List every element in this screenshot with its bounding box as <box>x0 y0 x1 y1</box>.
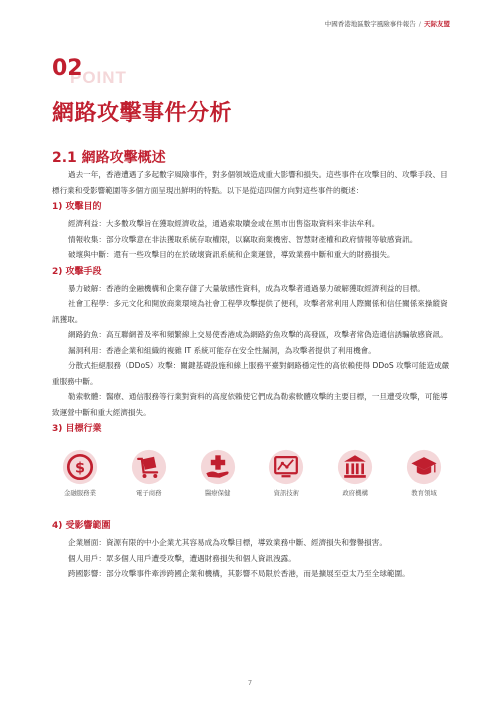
means-item: 社會工程學：多元文化和開放商業環境為社會工程學攻擊提供了便利，攻擊者常利用人際關係和信任關係來操縱資訊獲取。 <box>52 299 448 324</box>
industry-finance <box>52 449 108 499</box>
medical-care-icon <box>200 449 236 485</box>
industry-ecommerce <box>121 449 177 499</box>
analytics-screen-icon <box>268 449 304 485</box>
scope-item: 個人用戶：眾多個人用戶遭受攻擊，遭遇財務損失和個人資訊洩露。 <box>68 553 296 563</box>
page-title: 網路攻擊事件分析 <box>52 101 233 126</box>
purpose-item: 經濟利益：大多數攻擊旨在獲取經濟收益，通過索取贖金或在黑市出售盜取資料來非法牟利。 <box>68 219 380 228</box>
industry-label: 電子商務 <box>136 489 162 497</box>
industry-government <box>327 449 383 499</box>
industry-education <box>396 449 452 499</box>
report-title: 中國香港地區數字風險事件報告 <box>324 20 416 28</box>
industry-icons-row <box>52 449 452 499</box>
means-item: 勒索軟體：醫療、通信服務等行業對資料的高度依賴使它們成為勒索軟體攻擊的主要目標，一旦遭受攻擊，可能導致運營中斷和重大經濟損失。 <box>52 392 448 417</box>
industry-healthcare <box>190 449 246 499</box>
header-separator: / <box>418 20 421 28</box>
scope-item: 跨國影響：部分攻擊事件牽涉跨國企業和機構，其影響不局限於香港，而是擴展至亞太乃至全球範圍。 <box>68 569 410 578</box>
intro-paragraph: 過去一年，香港遭遇了多起數字風險事件，對多個領域造成重大影響和損失。這些事件在攻擊目的、攻擊手段、目標行業和受影響範圍等多個方面呈現出鮮明的特點。以下是從這四個方向對這些事件的概述： <box>52 170 448 195</box>
industry-label: 政府機構 <box>342 489 368 497</box>
industry-label: 醫療保健 <box>204 489 231 497</box>
graduation-cap-icon <box>406 449 442 485</box>
scope-heading: 4) 受影響範圍 <box>52 521 111 531</box>
dollar-coin-icon <box>62 449 98 485</box>
industry-it <box>258 449 314 499</box>
spacer <box>52 499 452 517</box>
brand-name: 天际友盟 <box>424 20 450 28</box>
means-item: 漏洞利用：香港企業和組織的複雜 IT 系統可能存在安全性漏洞，為攻擊者提供了利用機會。 <box>68 345 376 355</box>
means-item: 網路釣魚：高互聯網普及率和頻繁線上交易使香港成為網路釣魚攻擊的高發區，攻擊者常偽造通信誘騙敏感資訊。 <box>68 330 448 339</box>
section-ghost-text: POINT <box>70 68 127 87</box>
means-item: 暴力破解：香港的金融機構和企業存儲了大量敏感性資料，成為攻擊者通過暴力破解獲取經濟利益的目標。 <box>68 283 425 293</box>
svg-text:$: $ <box>74 460 86 477</box>
purpose-item: 破壞與中斷：還有一些攻擊目的在於破壞資訊系統和企業運營，導致業務中斷和重大的財務損失。 <box>68 250 395 259</box>
page-header <box>325 19 450 28</box>
means-item: 分散式拒絕服務（DDoS）攻擊：關鍵基礎設施和線上服務平臺對網路穩定性的高依賴使得 DDoS 攻擊可能造成嚴重服務中斷。 <box>52 361 450 386</box>
page-number: 7 <box>247 679 253 687</box>
industry-label: 教育領域 <box>411 489 437 497</box>
subsection-title: 2.1 網路攻擊概述 <box>52 150 166 166</box>
industry-label: 資訊技術 <box>273 489 300 497</box>
industry-label: 金融服務業 <box>64 489 96 497</box>
shopping-cart-icon <box>131 449 167 485</box>
scope-item: 企業層面：資源有限的中小企業尤其容易成為攻擊目標，導致業務中斷、經濟損失和聲譽損害。 <box>68 538 387 547</box>
main-content <box>52 167 452 582</box>
section-number: 02 <box>52 56 83 81</box>
means-heading: 2) 攻擊手段 <box>52 266 102 277</box>
industries-heading: 3) 目標行業 <box>52 424 102 434</box>
purpose-heading: 1) 攻擊目的 <box>52 202 102 212</box>
government-building-icon <box>337 449 373 485</box>
purpose-item: 情報收集：部分攻擊意在非法獲取系統存取權限，以竊取商業機密、智慧財產權和政府情報等敏感資訊。 <box>68 234 418 244</box>
